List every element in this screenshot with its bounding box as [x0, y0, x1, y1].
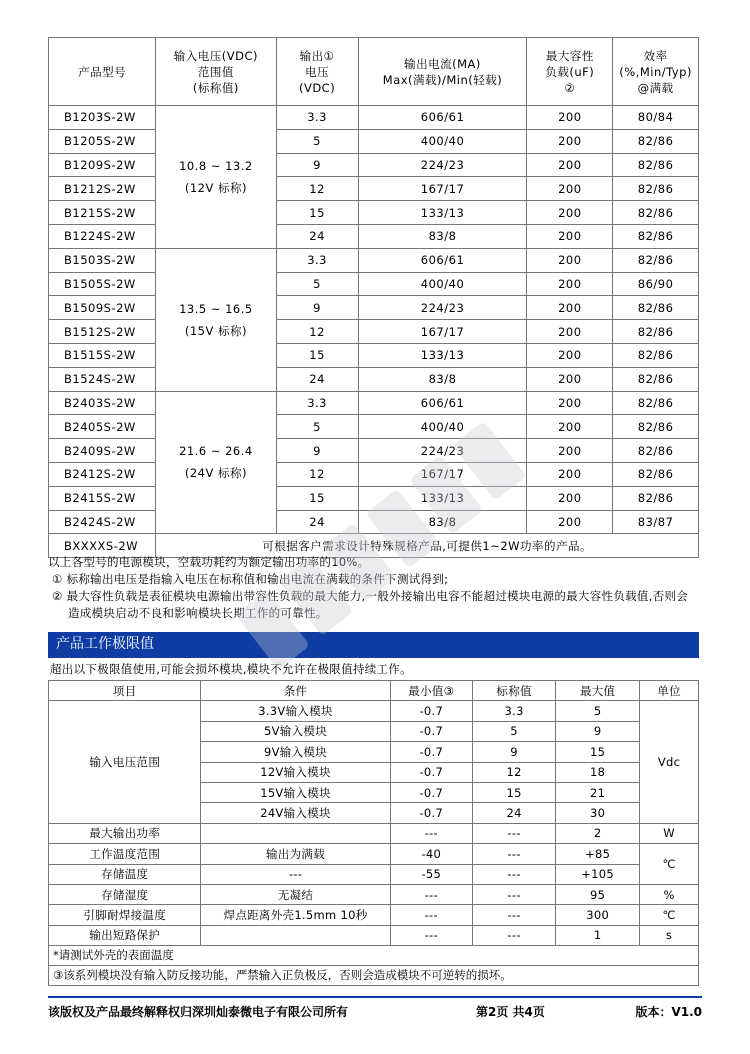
output-current-cell: 167/17 — [358, 320, 527, 344]
efficiency-cell: 82/86 — [613, 391, 699, 415]
limits-unit-cell: W — [640, 823, 699, 843]
limits-condition-cell: 3.3V输入模块 — [201, 701, 390, 721]
output-voltage-cell: 12 — [276, 462, 358, 486]
limits-min-cell: -0.7 — [390, 803, 472, 823]
model-cell: B1509S-2W — [49, 296, 156, 320]
section-title: 产品工作极限值 — [48, 632, 699, 656]
limits-item-cell: 存储温度 — [49, 864, 201, 884]
efficiency-cell: 80/84 — [613, 106, 699, 130]
capacitive-load-cell: 200 — [527, 248, 613, 272]
limits-max-cell: 95 — [556, 884, 640, 904]
capacitive-load-cell: 200 — [527, 367, 613, 391]
output-current-cell: 133/13 — [358, 486, 527, 510]
limits-item-cell: 存储湿度 — [49, 884, 201, 904]
limits-min-cell: -0.7 — [390, 762, 472, 782]
model-cell: B1203S-2W — [49, 106, 156, 130]
limits-max-cell: 9 — [556, 721, 640, 741]
capacitive-load-cell: 200 — [527, 129, 613, 153]
output-current-cell: 133/13 — [358, 343, 527, 367]
limits-header-cell: 条件 — [201, 681, 390, 701]
limits-min-cell: --- — [390, 823, 472, 843]
model-cell: B1205S-2W — [49, 129, 156, 153]
footer-copyright: 该版权及产品最终解释权归深圳灿泰微电子有限公司所有 — [48, 1005, 349, 1019]
output-voltage-cell: 24 — [276, 510, 358, 534]
output-voltage-cell: 9 — [276, 439, 358, 463]
capacitive-load-cell: 200 — [527, 106, 613, 130]
efficiency-cell: 82/86 — [613, 153, 699, 177]
model-table — [48, 37, 699, 558]
limits-condition-cell: 输出为满载 — [201, 844, 390, 864]
limits-condition-cell: 5V输入模块 — [201, 721, 390, 741]
capacitive-load-cell: 200 — [527, 296, 613, 320]
limits-row — [49, 701, 699, 721]
limits-row — [49, 925, 699, 945]
model-cell: B1224S-2W — [49, 224, 156, 248]
output-current-cell: 606/61 — [358, 106, 527, 130]
table-row — [49, 153, 699, 177]
limits-nominal-cell: 12 — [473, 762, 556, 782]
model-cell: B1212S-2W — [49, 177, 156, 201]
output-voltage-cell: 5 — [276, 415, 358, 439]
output-current-cell: 83/8 — [358, 510, 527, 534]
limits-condition-cell: 24V输入模块 — [201, 803, 390, 823]
limits-min-cell: -55 — [390, 864, 472, 884]
limits-condition-cell: 9V输入模块 — [201, 742, 390, 762]
limits-nominal-cell: 24 — [473, 803, 556, 823]
table-row — [49, 439, 699, 463]
efficiency-cell: 82/86 — [613, 343, 699, 367]
table-row — [49, 391, 699, 415]
table-row — [49, 510, 699, 534]
output-voltage-cell: 24 — [276, 224, 358, 248]
input-range-cell: 21.6 ~ 26.4 (24V 标称) — [156, 391, 276, 534]
limits-table — [48, 680, 699, 946]
efficiency-cell: 82/86 — [613, 415, 699, 439]
table-row — [49, 272, 699, 296]
table-row — [49, 106, 699, 130]
capacitive-load-cell: 200 — [527, 153, 613, 177]
output-voltage-cell: 12 — [276, 177, 358, 201]
header-cell: 输出① 电压 (VDC) — [276, 38, 358, 106]
limits-header-cell: 最大值 — [556, 681, 640, 701]
header-cell: 输出电流(MA) Max(满载)/Min(轻载) — [358, 38, 527, 106]
output-current-cell: 400/40 — [358, 272, 527, 296]
model-cell: B1505S-2W — [49, 272, 156, 296]
table-row — [49, 343, 699, 367]
limits-unit-cell: s — [640, 925, 699, 945]
table-row — [49, 248, 699, 272]
capacitive-load-cell: 200 — [527, 272, 613, 296]
limits-nominal-cell: --- — [473, 844, 556, 864]
limits-min-cell: --- — [390, 925, 472, 945]
capacitive-load-cell: 200 — [527, 201, 613, 225]
header-cell: 最大容性 负载(uF) ② — [527, 38, 613, 106]
output-current-cell: 400/40 — [358, 415, 527, 439]
output-voltage-cell: 3.3 — [276, 248, 358, 272]
limits-item-cell: 输出短路保护 — [49, 925, 201, 945]
input-range-cell: 10.8 ~ 13.2 (12V 标称) — [156, 106, 276, 249]
output-voltage-cell: 15 — [276, 343, 358, 367]
header-cell: 效率 (%,Min/Typ) @满载 — [613, 38, 699, 106]
capacitive-load-cell: 200 — [527, 224, 613, 248]
limits-max-cell: 21 — [556, 782, 640, 802]
limits-max-cell: +85 — [556, 844, 640, 864]
output-current-cell: 83/8 — [358, 367, 527, 391]
model-cell: B2412S-2W — [49, 462, 156, 486]
efficiency-cell: 82/86 — [613, 439, 699, 463]
table-row — [49, 224, 699, 248]
limits-header-cell: 单位 — [640, 681, 699, 701]
efficiency-cell: 82/86 — [613, 367, 699, 391]
output-current-cell: 224/23 — [358, 153, 527, 177]
footer-page: 第2页 共4页 — [476, 1005, 545, 1019]
model-notes — [48, 554, 699, 622]
limits-max-cell: 18 — [556, 762, 640, 782]
capacitive-load-cell: 200 — [527, 320, 613, 344]
efficiency-cell: 82/86 — [613, 320, 699, 344]
note-case-temperature: *请测试外壳的表面温度 — [48, 946, 699, 966]
limits-condition-cell — [201, 823, 390, 843]
output-current-cell: 224/23 — [358, 439, 527, 463]
limits-condition-cell: 12V输入模块 — [201, 762, 390, 782]
table-row — [49, 462, 699, 486]
model-cell: B1512S-2W — [49, 320, 156, 344]
output-voltage-cell: 3.3 — [276, 391, 358, 415]
limits-nominal-cell: 15 — [473, 782, 556, 802]
footer-version: 版本：V1.0 — [635, 1005, 702, 1019]
output-voltage-cell: 5 — [276, 272, 358, 296]
capacitive-load-cell: 200 — [527, 415, 613, 439]
limits-nominal-cell: --- — [473, 905, 556, 925]
section-rule — [48, 656, 699, 658]
note-reverse-polarity: ③该系列模块没有输入防反接功能，严禁输入正负极反，否则会造成模块不可逆转的损坏。 — [48, 966, 699, 986]
table-row — [49, 367, 699, 391]
capacitive-load-cell: 200 — [527, 462, 613, 486]
limits-max-cell: 1 — [556, 925, 640, 945]
capacitive-load-cell: 200 — [527, 510, 613, 534]
limits-min-cell: --- — [390, 884, 472, 904]
note-nominal-voltage: ① 标称输出电压是指输入电压在标称值和输出电流在满载的条件下测试得到; — [52, 572, 449, 586]
limits-nominal-cell: --- — [473, 925, 556, 945]
model-cell: BXXXXS-2W — [49, 534, 156, 558]
efficiency-cell: 82/86 — [613, 224, 699, 248]
input-range-cell: 13.5 ~ 16.5 (15V 标称) — [156, 248, 276, 391]
limits-header-cell: 项目 — [49, 681, 201, 701]
output-current-cell: 400/40 — [358, 129, 527, 153]
efficiency-cell: 82/86 — [613, 296, 699, 320]
limits-unit-cell: % — [640, 884, 699, 904]
efficiency-cell: 82/86 — [613, 201, 699, 225]
limits-min-cell: -0.7 — [390, 782, 472, 802]
limits-item-cell: 工作温度范围 — [49, 844, 201, 864]
capacitive-load-cell: 200 — [527, 486, 613, 510]
limits-row — [49, 844, 699, 864]
limits-condition-cell: 焊点距离外壳1.5mm 10秒 — [201, 905, 390, 925]
model-cell: B2409S-2W — [49, 439, 156, 463]
limits-nominal-cell: --- — [473, 884, 556, 904]
limits-item-cell: 引脚耐焊接温度 — [49, 905, 201, 925]
model-cell: B2424S-2W — [49, 510, 156, 534]
header-cell: 产品型号 — [49, 38, 156, 106]
output-current-cell: 83/8 — [358, 224, 527, 248]
limits-nominal-cell: --- — [473, 823, 556, 843]
table-row — [49, 129, 699, 153]
efficiency-cell: 82/86 — [613, 177, 699, 201]
model-cell: B1209S-2W — [49, 153, 156, 177]
limits-header-cell: 标称值 — [473, 681, 556, 701]
limits-unit-cell: ℃ — [640, 844, 699, 885]
table-row — [49, 201, 699, 225]
limits-condition-cell — [201, 925, 390, 945]
limits-unit-cell: Vdc — [640, 701, 699, 823]
output-voltage-cell: 12 — [276, 320, 358, 344]
efficiency-cell: 82/86 — [613, 129, 699, 153]
limits-nominal-cell: 5 — [473, 721, 556, 741]
limits-min-cell: -40 — [390, 844, 472, 864]
model-cell: B2415S-2W — [49, 486, 156, 510]
note-power: 以上各型号的电源模块，空载功耗约为额定输出功率的10%。 — [48, 555, 370, 569]
limits-min-cell: --- — [390, 905, 472, 925]
limits-item-cell: 最大输出功率 — [49, 823, 201, 843]
limits-condition-cell: 无凝结 — [201, 884, 390, 904]
limits-item-cell: 输入电压范围 — [49, 701, 201, 823]
limits-unit-cell: ℃ — [640, 905, 699, 925]
efficiency-cell: 82/86 — [613, 462, 699, 486]
table-row — [49, 415, 699, 439]
limits-max-cell: 5 — [556, 701, 640, 721]
output-current-cell: 167/17 — [358, 177, 527, 201]
limit-notes — [48, 946, 699, 986]
output-current-cell: 224/23 — [358, 296, 527, 320]
limits-min-cell: -0.7 — [390, 721, 472, 741]
limits-min-cell: -0.7 — [390, 742, 472, 762]
limits-max-cell: 30 — [556, 803, 640, 823]
model-cell: B2405S-2W — [49, 415, 156, 439]
capacitive-load-cell: 200 — [527, 439, 613, 463]
table-row — [49, 320, 699, 344]
limits-condition-cell: 15V输入模块 — [201, 782, 390, 802]
note-capacitive-load: ② 最大容性负载是表征模块电源输出带容性负载的最大能力,一般外接输出电容不能超过模块电源的最大容性负载值,否则会造成模块启动不良和影响模块长期工作的可靠性。 — [52, 589, 689, 620]
output-voltage-cell: 3.3 — [276, 106, 358, 130]
custom-note-cell: 可根据客户需求设计特殊规格产品,可提供1~2W功率的产品。 — [156, 534, 699, 558]
limits-row — [49, 905, 699, 925]
efficiency-cell: 86/90 — [613, 272, 699, 296]
model-cell: B2403S-2W — [49, 391, 156, 415]
model-cell: B1515S-2W — [49, 343, 156, 367]
table-row — [49, 486, 699, 510]
limits-max-cell: +105 — [556, 864, 640, 884]
limits-max-cell: 2 — [556, 823, 640, 843]
capacitive-load-cell: 200 — [527, 177, 613, 201]
output-voltage-cell: 15 — [276, 201, 358, 225]
output-current-cell: 133/13 — [358, 201, 527, 225]
limits-min-cell: -0.7 — [390, 701, 472, 721]
output-current-cell: 167/17 — [358, 462, 527, 486]
limits-condition-cell: --- — [201, 864, 390, 884]
header-cell: 输入电压(VDC) 范围值 (标称值) — [156, 38, 276, 106]
model-cell: B1503S-2W — [49, 248, 156, 272]
limits-max-cell: 300 — [556, 905, 640, 925]
limits-nominal-cell: 9 — [473, 742, 556, 762]
table-row — [49, 177, 699, 201]
limits-header-cell: 最小值③ — [390, 681, 472, 701]
output-voltage-cell: 9 — [276, 153, 358, 177]
limits-row — [49, 884, 699, 904]
limits-max-cell: 15 — [556, 742, 640, 762]
output-voltage-cell: 15 — [276, 486, 358, 510]
efficiency-cell: 82/86 — [613, 486, 699, 510]
model-cell: B1524S-2W — [49, 367, 156, 391]
efficiency-cell: 83/87 — [613, 510, 699, 534]
limits-nominal-cell: 3.3 — [473, 701, 556, 721]
output-current-cell: 606/61 — [358, 248, 527, 272]
limits-row — [49, 864, 699, 884]
model-cell: B1215S-2W — [49, 201, 156, 225]
capacitive-load-cell: 200 — [527, 343, 613, 367]
table-row — [49, 296, 699, 320]
capacitive-load-cell: 200 — [527, 391, 613, 415]
limits-intro: 超出以下极限值使用,可能会损坏模块,模块不允许在极限值持续工作。 — [50, 662, 412, 676]
output-voltage-cell: 9 — [276, 296, 358, 320]
output-current-cell: 606/61 — [358, 391, 527, 415]
footer — [48, 1003, 702, 1020]
limits-nominal-cell: --- — [473, 864, 556, 884]
output-voltage-cell: 24 — [276, 367, 358, 391]
output-voltage-cell: 5 — [276, 129, 358, 153]
limits-row — [49, 823, 699, 843]
efficiency-cell: 82/86 — [613, 248, 699, 272]
footer-rule — [48, 996, 702, 998]
